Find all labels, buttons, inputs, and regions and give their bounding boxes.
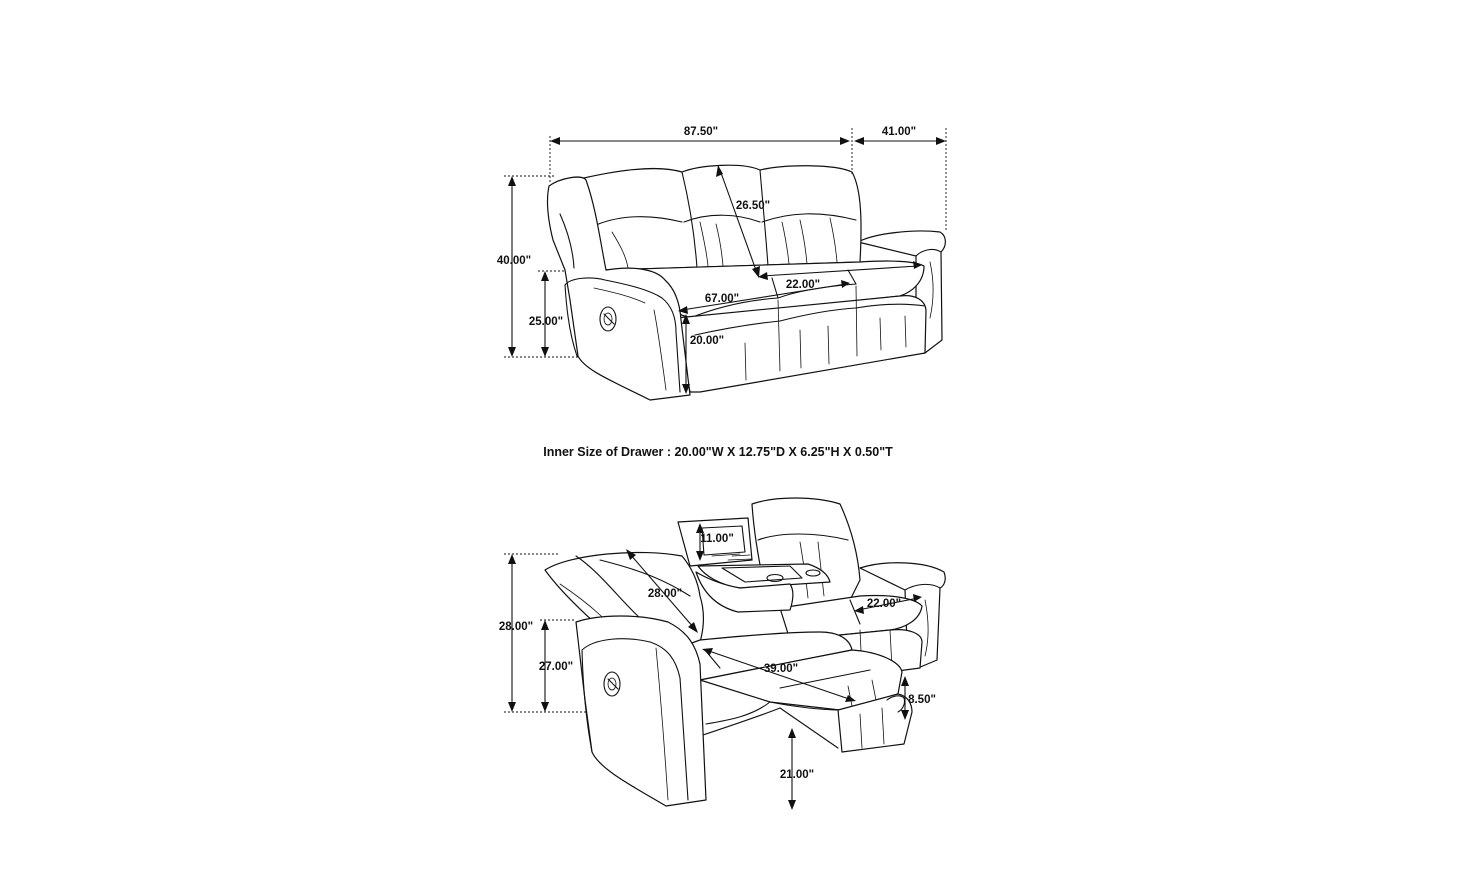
clearance-height-label: 21.00"	[779, 769, 815, 781]
seat-height-label: 20.00"	[689, 335, 725, 347]
footrest-height-label: 8.50"	[908, 694, 936, 706]
back-height-label: 26.50"	[735, 200, 771, 212]
reclined-length-label: 39.00"	[763, 663, 799, 675]
reclined-arm-height-label: 27.00"	[538, 661, 574, 673]
seat-depth-label: 22.00"	[785, 279, 821, 291]
arm-height-label: 25.00"	[528, 316, 564, 328]
overall-height-label: 40.00"	[496, 255, 532, 267]
overall-depth-label: 41.00"	[881, 126, 917, 138]
overall-width-label: 87.50"	[683, 126, 719, 138]
reclined-seat-depth-label: 22.00"	[866, 598, 902, 610]
reclined-back-label: 28.00"	[647, 588, 683, 600]
console-height-label: 11.00"	[700, 533, 734, 545]
reclined-sofa-drawing	[545, 498, 945, 806]
seat-width-label: 67.00"	[704, 293, 740, 305]
drawer-size-caption: Inner Size of Drawer : 20.00"W X 12.75"D X 6.25"H X 0.50"T	[543, 445, 893, 459]
reclined-height-label: 28.00"	[498, 621, 534, 633]
